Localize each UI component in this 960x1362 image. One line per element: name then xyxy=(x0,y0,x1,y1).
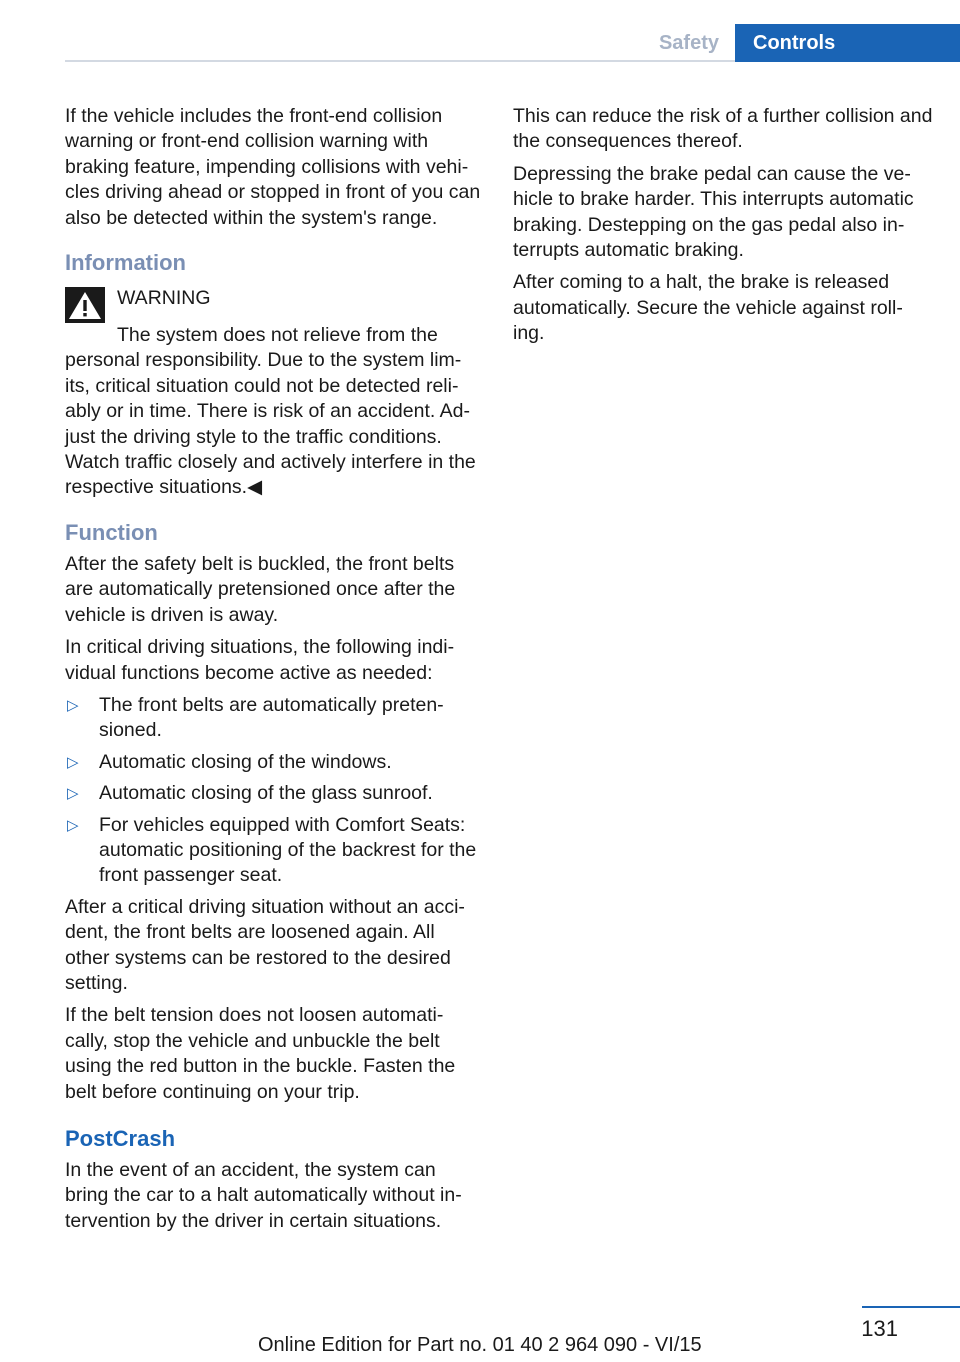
list-item xyxy=(65,693,483,744)
warning-triangle-icon xyxy=(65,287,105,323)
list-item xyxy=(65,781,483,806)
triangle-bullet-icon: ▷ xyxy=(67,696,79,714)
right-paragraph-1: This can reduce the risk of a further collision and the consequences thereof. xyxy=(513,105,933,153)
list-item-text: Automatic closing of the glass sunroof. xyxy=(99,782,433,805)
triangle-bullet-icon: ▷ xyxy=(67,816,79,834)
intro-paragraph: If the vehicle includes the front-end collision warning or front-end collision warning with braking feature, impending collisions with vehi‐cles driving ahead or stopped in front of you can also be detected within the system's range. xyxy=(65,105,481,229)
warning-title: WARNING xyxy=(117,287,211,310)
warning-block xyxy=(65,283,483,501)
triangle-bullet-icon: ▷ xyxy=(67,785,79,803)
function-list xyxy=(65,693,483,889)
right-column xyxy=(513,104,933,354)
function-paragraph-4: If the belt tension does not loosen automati‐cally, stop the vehicle and unbuckle the belt using the red button in the buckle. Fasten the belt before continuing on your trip. xyxy=(65,1004,456,1103)
list-item-text: For vehicles equipped with Comfort Seats: automatic positioning of the backrest for the front passenger seat. xyxy=(99,813,477,887)
warning-text: personal responsibility. Due to the system lim‐its, critical situation could not be detected reli‐ably or in time. There is risk of an accident. Ad‐just the driving style to the traffic conditions. Watch traffic closely and actively interfere in the respective situations.◀ xyxy=(65,349,476,499)
left-column xyxy=(65,104,483,1241)
page-number-rule xyxy=(862,1306,960,1308)
function-paragraph-2: In critical driving situations, the following indi‐vidual functions become active as needed: xyxy=(65,636,455,684)
edition-footer: Online Edition for Part no. 01 40 2 964 090 - VI/15 xyxy=(258,1334,702,1356)
postcrash-heading: PostCrash xyxy=(65,1126,176,1151)
function-heading: Function xyxy=(65,519,158,545)
tab-controls[interactable]: Controls xyxy=(735,24,960,62)
right-paragraph-2: Depressing the brake pedal can cause the ve‐hicle to brake harder. This interrupts automatic braking. Destepping on the gas pedal also in‐terrupts automatic braking. xyxy=(513,162,914,262)
list-item-text: The front belts are automatically preten‐sioned. xyxy=(99,693,444,742)
warning-first-line: The system does not relieve from the xyxy=(117,324,438,347)
list-item xyxy=(65,750,483,775)
information-heading: Information xyxy=(65,250,186,276)
function-paragraph-1: After the safety belt is buckled, the front belts are automatically pretensioned once after the vehicle is driven is away. xyxy=(65,552,456,626)
list-item-text: Automatic closing of the windows. xyxy=(99,750,392,773)
function-paragraph-3: After a critical driving situation without an acci‐dent, the front belts are loosened again. All other systems can be restored to the desired setting. xyxy=(65,895,465,994)
page-number: 131 xyxy=(861,1316,898,1341)
triangle-bullet-icon: ▷ xyxy=(67,753,79,771)
tab-safety[interactable]: Safety xyxy=(658,32,719,54)
right-paragraph-3: After coming to a halt, the brake is released automatically. Secure the vehicle against roll‐ing. xyxy=(513,271,903,345)
list-item xyxy=(65,813,483,889)
postcrash-paragraph: In the event of an accident, the system can bring the car to a halt automatically without in‐tervention by the driver in certain situations. xyxy=(65,1159,462,1232)
